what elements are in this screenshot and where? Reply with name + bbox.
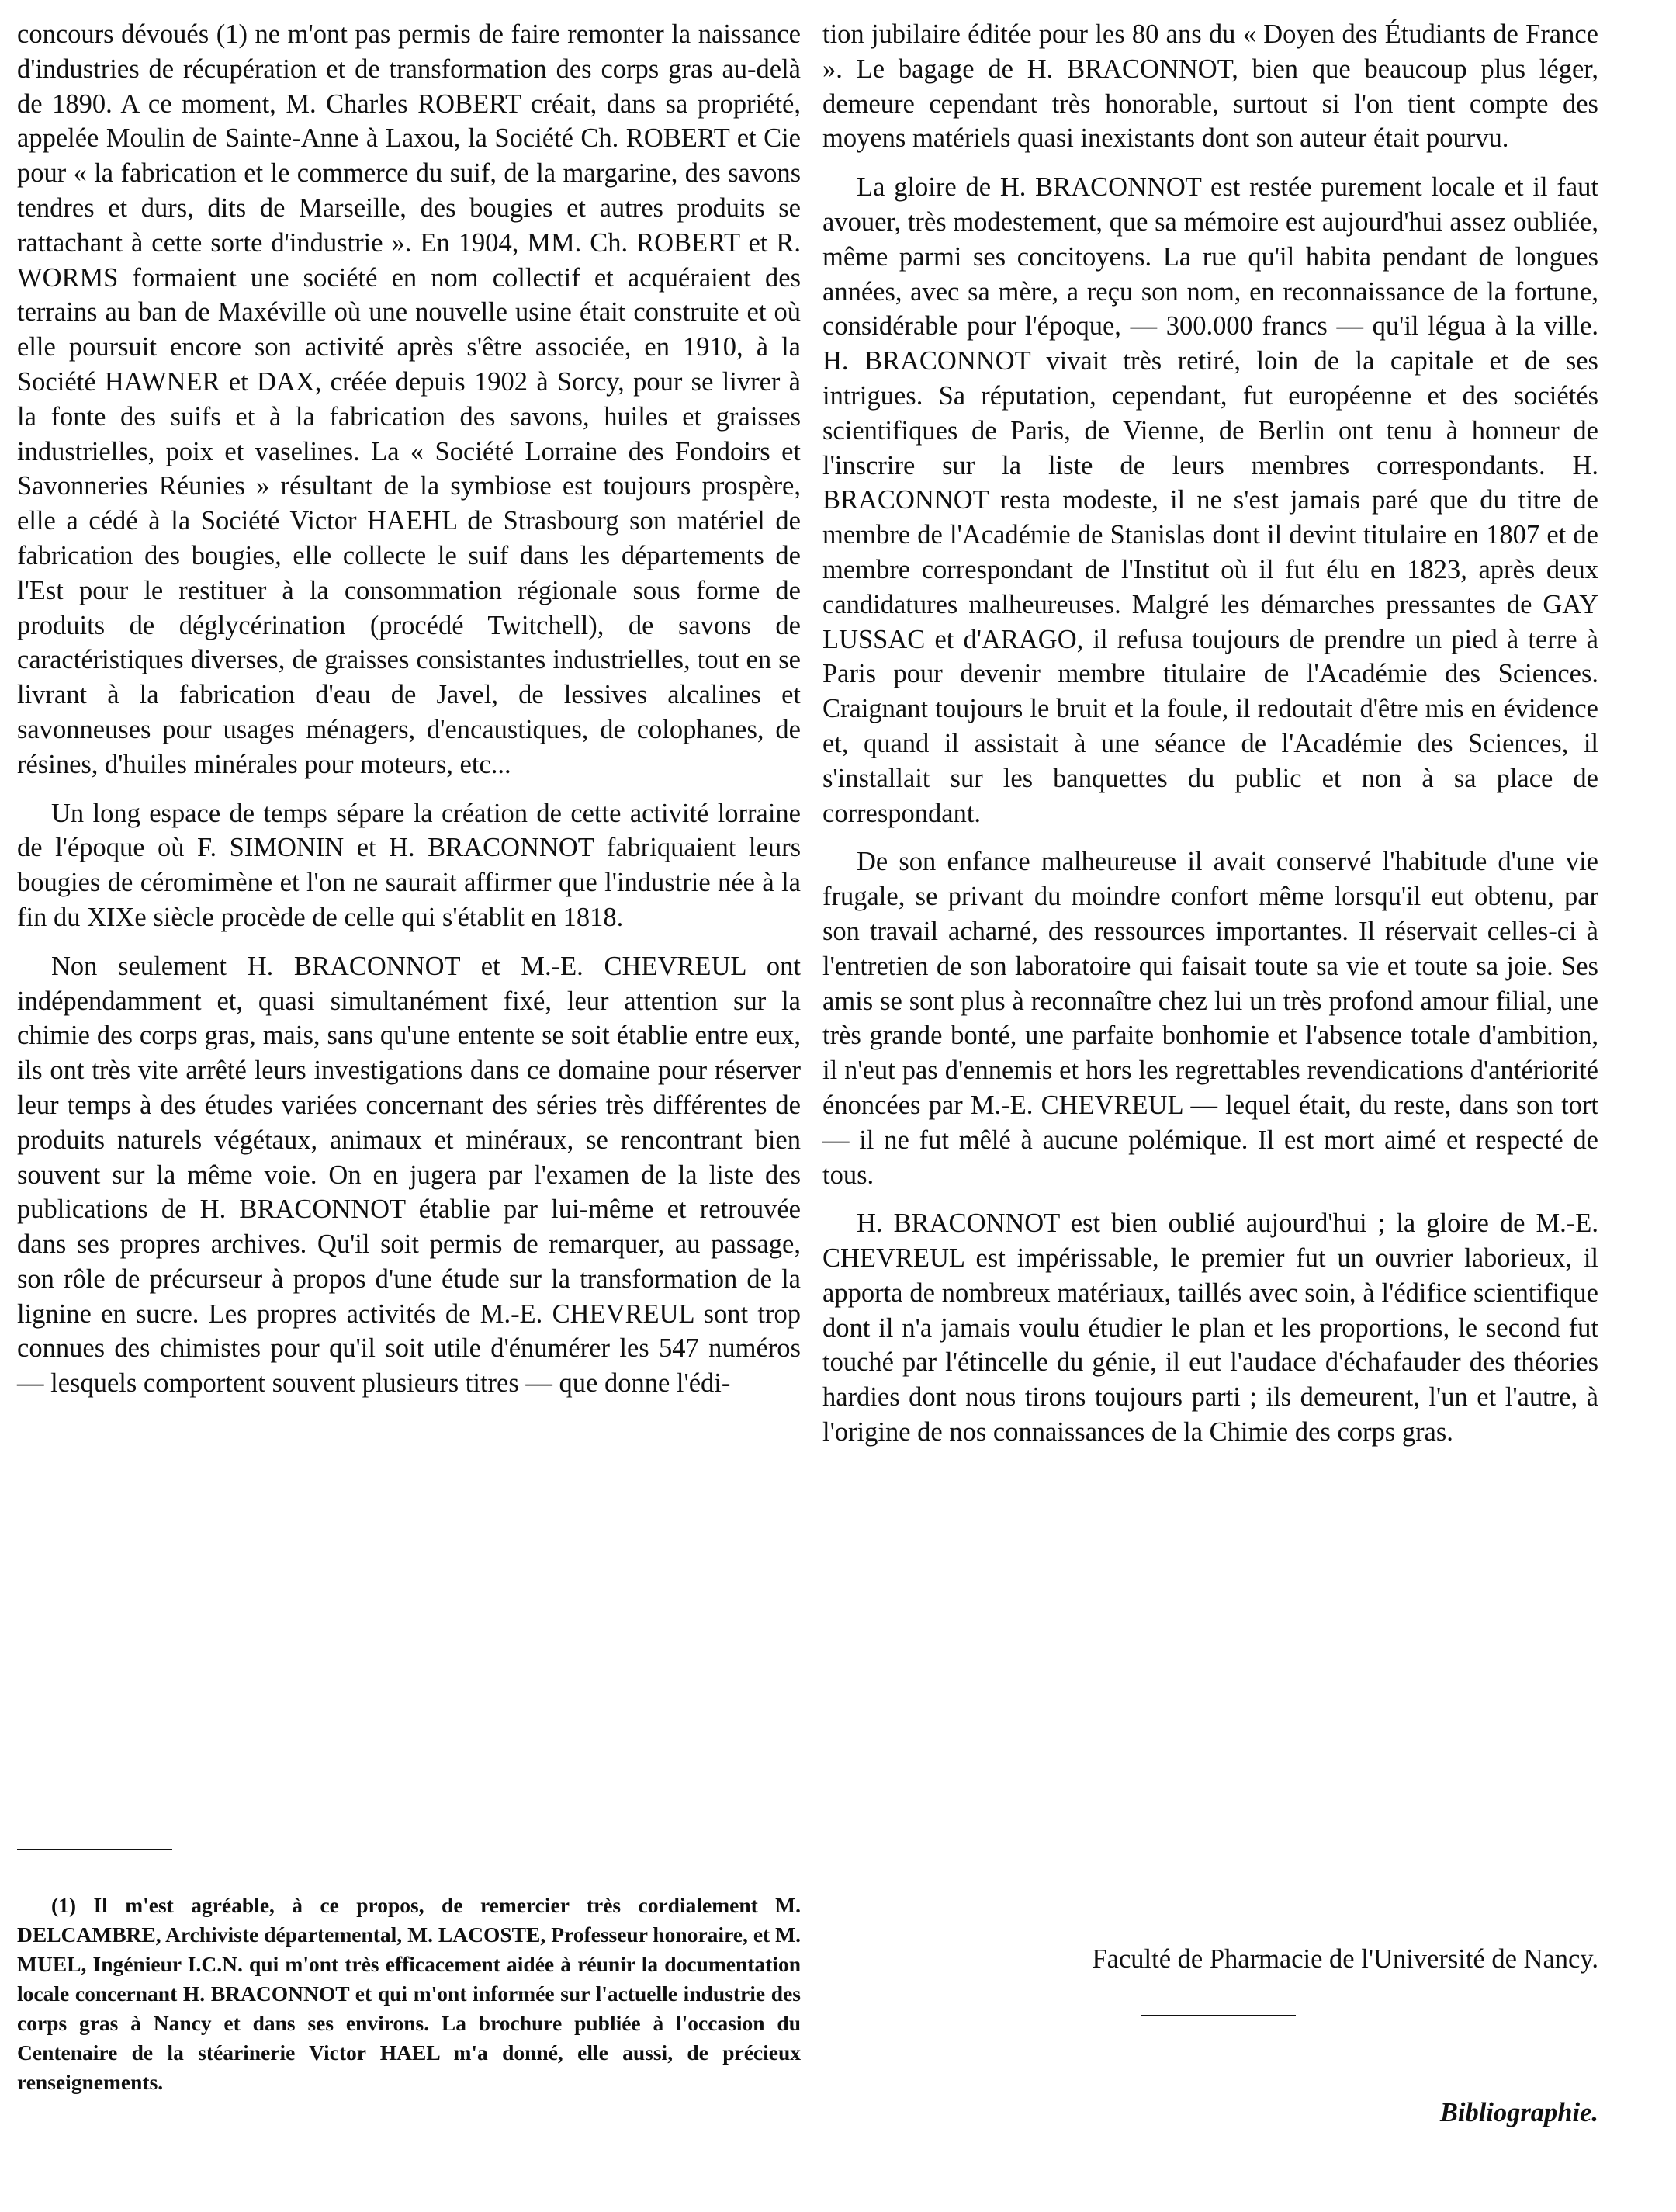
footnote: (1) Il m'est agréable, à ce propos, de remercier très cordialement M. DELCAMBRE, Archiviste départemental, M. LACOSTE, Professeur honoraire, et M. MUEL, Ingénieur I.C.N. qui m'ont très efficacement aidée à réunir la documentation locale concernant H. BRACONNOT et qui m'ont informée sur l'actuelle industrie des corps gras à Nancy et dans ses environs. La brochure publiée à l'occasion du Centenaire de la stéarinerie Victor HAEL m'a donné, elle aussi, de précieux renseignements. xyxy=(17,1893,801,2094)
body-paragraph: H. BRACONNOT est bien oublié aujourd'hui ; la gloire de M.-E. CHEVREUL est impérissable, le premier fut un ouvrier laborieux, il apporta de nombreux matériaux, taillés avec soin, à l'édifice scientifique dont il n'a jamais voulu étudier le plan et les proportions, le second fut touché par l'étincelle du génie, il eut l'audace d'échafauder des théories hardies dont nous tirons toujours parti ; ils demeurent, l'un et l'autre, à l'origine de nos connaissances de la Chimie des corps gras. xyxy=(822,1208,1598,1448)
section-heading-bibliographie: Bibliographie. xyxy=(1439,2098,1598,2127)
body-paragraph: La gloire de H. BRACONNOT est restée purement locale et il faut avouer, très modestement, que sa mémoire est aujourd'hui assez oubliée, même parmi ses concitoyens. La rue qu'il habita pendant de longues années, avec sa mère, a reçu son nom, en reconnaissance de la fortune, considérable pour l'époque, — 300.000 francs — qu'il légua à la ville. H. BRACONNOT vivait très retiré, loin de la capitale et de ses intrigues. Sa réputation, cependant, fut européenne et des sociétés scientifiques de Paris, de Vienne, de Berlin ont tenu à honneur de l'inscrire sur la liste de leurs membres correspondants. H. BRACONNOT resta modeste, il ne s'est jamais paré que du titre de membre de l'Académie de Stanislas dont il devint titulaire en 1807 et de membre correspondant de l'Institut où il fut élu en 1823, après deux candidatures malheureuses. Malgré les démarches pressantes de GAY LUSSAC et d'ARAGO, il refusa toujours de prendre un pied à terre à Paris pour devenir membre titulaire de l'Académie des Sciences. Craignant toujours le bruit et la foule, il redoutait d'être mis en évidence et, quand il assistait à une séance de l'Académie des Sciences, il s'installait sur les banquettes du public et non à sa place de correspondant. xyxy=(822,172,1598,828)
author-affiliation: Faculté de Pharmacie de l'Université de Nancy. xyxy=(1092,1944,1598,1974)
footnote-separator xyxy=(17,1849,172,1850)
body-paragraph: Non seulement H. BRACONNOT et M.-E. CHEVREUL ont indépendamment et, quasi simultanément fixé, leur attention sur la chimie des corps gras, mais, sans qu'une entente se soit établie entre eux, ils ont très vite arrêté leurs investigations dans ce domaine pour réserver leur temps à des études variées concernant des séries très différentes de produits naturels végétaux, animaux et minéraux, se rencontrant bien souvent sur la même voie. On en jugera par l'examen de la liste des publications de H. BRACONNOT établie par lui-même et retrouvée dans ses propres archives. Qu'il soit permis de remarquer, au passage, son rôle de précurseur à propos d'une étude sur la transformation de la lignine en sucre. Les propres activités de M.-E. CHEVREUL sont trop connues des chimistes pour qu'il soit utile d'énumérer les 547 numéros — lesquels comportent souvent plusieurs titres — que donne l'édi- xyxy=(17,951,801,1399)
section-separator xyxy=(1141,2015,1296,2016)
body-paragraph: tion jubilaire éditée pour les 80 ans du « Doyen des Étudiants de France ». Le bagage de H. BRACONNOT, bien que beaucoup plus léger, demeure cependant très honorable, surtout si l'on tient compte des moyens matériels quasi inexistants dont son auteur était pourvu. xyxy=(822,19,1598,154)
body-paragraph: De son enfance malheureuse il avait conservé l'habitude d'une vie frugale, se privant du moindre confort même lorsqu'il eut obtenu, par son travail acharné, des ressources importantes. Il réservait celles-ci à l'entretien de son laboratoire qui faisait toute sa vie et toute sa joie. Ses amis se sont plus à reconnaître chez lui un très profond amour filial, une très grande bonté, une parfaite bonhomie et l'absence totale d'ambition, il n'eut pas d'ennemis et hors les regrettables revendications d'antériorité énoncées par M.-E. CHEVREUL — lequel était, du reste, dans son tort — il ne fut mêlé à aucune polémique. Il est mort aimé et respecté de tous. xyxy=(822,847,1598,1190)
body-paragraph: concours dévoués (1) ne m'ont pas permis de faire remonter la naissance d'industries de récupération et de transformation des corps gras au-delà de 1890. A ce moment, M. Charles ROBERT créait, dans sa propriété, appelée Moulin de Sainte-Anne à Laxou, la Société Ch. ROBERT et Cie pour « la fabrication et le commerce du suif, de la margarine, des savons tendres et durs, dits de Marseille, des bougies et autres produits se rattachant à cette sorte d'industrie ». En 1904, MM. Ch. ROBERT et R. WORMS formaient une société en nom collectif et acquéraient des terrains au ban de Maxéville où une nouvelle usine était construite et où elle poursuit encore son activité après s'être associée, en 1910, à la Société HAWNER et DAX, créée depuis 1902 à Sorcy, pour se livrer à la fonte des suifs et à la fabrication des savons, huiles et graisses industrielles, poix et vaselines. La « Société Lorraine des Fondoirs et Savonneries Réunies » résultant de la symbiose est toujours prospère, elle a cédé à la Société Victor HAEHL de Strasbourg son matériel de fabrication des bougies, elle collecte le suif dans les départements de l'Est pour le restituer à la consommation régionale sous forme de produits de déglycérination (procédé Twitchell), de savons de caractéristiques diverses, de graisses consistantes industrielles, tout en se livrant à la fabrication d'eau de Javel, de lessives alcalines et savonneuses pour usages ménagers, d'encaustiques, de colophanes, de résines, d'huiles minérales pour moteurs, etc... xyxy=(17,19,801,779)
right-column xyxy=(822,17,1598,1450)
left-column xyxy=(17,17,801,1401)
body-paragraph: Un long espace de temps sépare la création de cette activité lorraine de l'époque où F. SIMONIN et H. BRACONNOT fabriquaient leurs bougies de céromimène et l'on ne saurait affirmer que l'industrie née à la fin du XIXe siècle procède de celle qui s'établit en 1818. xyxy=(17,798,801,932)
